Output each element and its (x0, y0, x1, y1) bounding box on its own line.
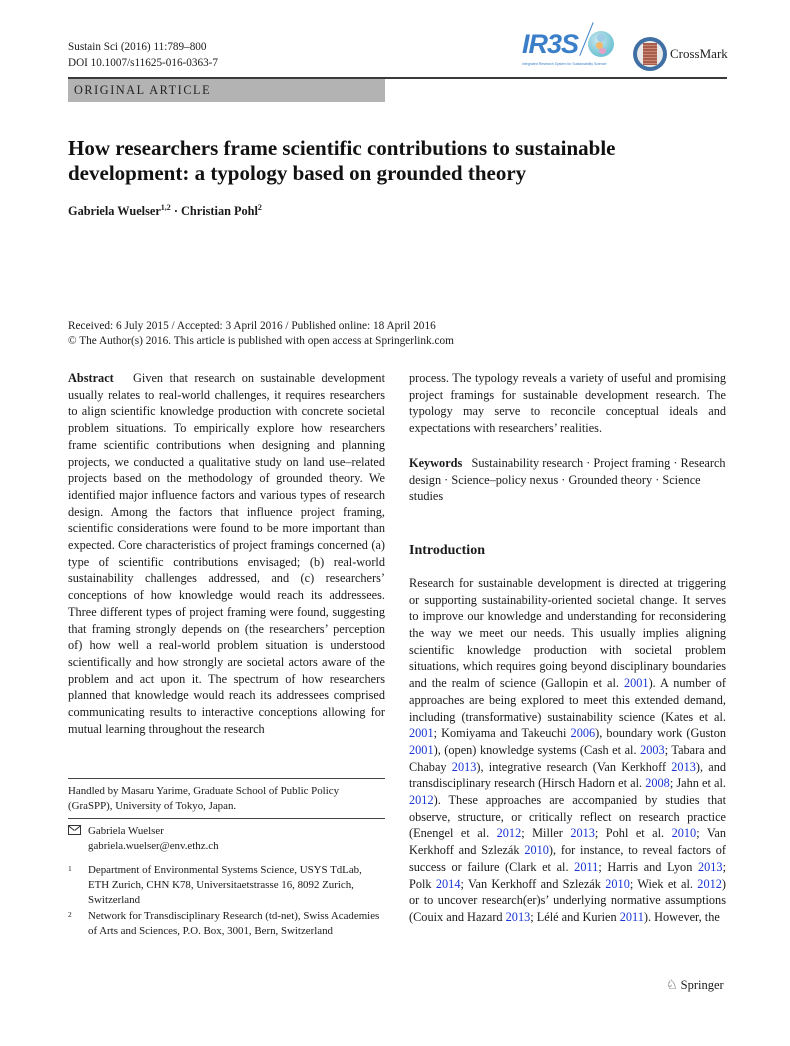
body-text: ). A number of approaches are being explored to meet this extended demand, including (transformative) sustainability science (Kates et al. (409, 676, 726, 724)
citation-link[interactable]: 2008 (645, 776, 670, 791)
body-text: ; Van Kerkhoff and Szlezák (409, 826, 726, 858)
journal-line: Sustain Sci (2016) 11:789–800 (68, 41, 207, 53)
body-text: ; Polk (409, 859, 726, 891)
citation-link[interactable]: 2001 (409, 726, 434, 741)
body-text: ), (open) knowledge systems (Cash et al. (433, 742, 641, 757)
affiliation-text: Network for Transdisciplinary Research (td-net), Swiss Academies of Arts and Sciences, P.O. Box, 3001, Bern, Switzerland (88, 910, 380, 937)
citation-link[interactable]: 2012 (697, 876, 722, 891)
springer-horse-icon: ♘ (666, 977, 678, 992)
body-text: ; Lélé and Kurien (530, 909, 620, 924)
citation-link[interactable]: 2012 (409, 793, 434, 808)
crossmark-logo[interactable] (633, 37, 733, 75)
citation-link[interactable]: 2001 (623, 676, 649, 691)
author-name: Gabriela Wuelser (68, 204, 161, 218)
envelope-icon (68, 825, 81, 835)
left-column (68, 370, 385, 737)
body-text: ; Jahn et al. (669, 776, 726, 791)
article-type-banner (68, 79, 385, 102)
affiliation-2 (68, 909, 385, 939)
body-text: ; Harris and Lyon (598, 859, 698, 874)
right-column (409, 370, 726, 926)
contact-name: Gabriela Wuelser (88, 825, 164, 837)
introduction-paragraph (409, 575, 726, 926)
citation-link[interactable]: 2010 (605, 876, 630, 891)
publisher-footer (666, 977, 724, 993)
footnote-divider (68, 818, 385, 819)
citation-link[interactable]: 2011 (574, 859, 599, 874)
abstract-continuation: process. The typology reveals a variety of useful and promising project framings for sustainable development research. The typology may serve to reconcile conceptual ideals and expectations with researchers’ realities. (409, 371, 726, 436)
citation-link[interactable]: 2013 (505, 909, 531, 924)
body-text: ; Komiyama and Takeuchi (433, 726, 571, 741)
citation-link[interactable]: 2010 (671, 826, 697, 841)
body-text: ; Miller (521, 826, 571, 841)
body-text: ), integrative research (Van Kerkhoff (476, 759, 672, 774)
handling-editor-note: Handled by Masaru Yarime, Graduate School of Public Policy (GraSPP), University of Tokyo, Japan. (68, 785, 340, 812)
citation-link[interactable]: 2012 (496, 826, 522, 841)
citation-link[interactable]: 2001 (409, 742, 434, 757)
abstract-label: Abstract (68, 371, 114, 385)
citation-link[interactable]: 2013 (570, 826, 595, 841)
citation-link[interactable]: 2006 (570, 726, 596, 741)
ir3s-logo-subtitle: Integrated Research System for Sustainability Science (522, 62, 607, 66)
body-text: ; Pohl et al. (594, 826, 672, 841)
body-text: ; Van Kerkhoff and Szlezák (460, 876, 606, 891)
author-affiliation-marker: 2 (257, 203, 262, 212)
publisher-name: Springer (680, 978, 724, 992)
ir3s-globe-icon (588, 31, 614, 57)
crossmark-label: CrossMark (670, 46, 728, 61)
keywords-list: Sustainability research · Project framing · Research design · Science–policy nexus · Grounded theory · Science studies (409, 455, 726, 504)
body-text: ; Tabara and Chabay (409, 742, 726, 774)
citation-link[interactable]: 2013 (671, 759, 696, 774)
abstract-text: Given that research on sustainable development usually relates to real-world challenges, it requires researchers to align scientific knowledge production with concrete societal problem situations. To empirically explore how researchers frame scientific contributions when designing and planning projects, we conducted a qualitative study on land use–related projects based on the methodology of grounded theory. We identified major influence factors and various types of research design. Among the factors that influence project framing, scientific considerations were found to be more important than expected. Core characteristics of project framings concerned (a) type of scientific contributions envisaged; (b) real-world sustainability challenges addressed, and (c) researchers’ conceptions of how knowledge would reach its addressees. Three different types of project framing were found, suggesting that framing strongly depends on (the researchers’ perception of) how well a real-world problem situation is understood scientifically and how strongly are societal actors aware of the problem and act upon it. The spectrum of how researchers planned that knowledge would reach its addressees comprised communicating results to interactive conceptions allowing for mutual learning throughout the research (68, 371, 385, 736)
ir3s-logo (520, 27, 615, 69)
history-dates: Received: 6 July 2015 / Accepted: 3 April 2016 / Published online: 18 April 2016 (68, 320, 436, 332)
section-heading-introduction: Introduction (409, 542, 485, 558)
affiliation-text: Department of Environmental Systems Science, USYS TdLab, ETH Zurich, CHN K78, Universitaetstrasse 16, 8092 Zurich, Switzerland (88, 864, 362, 906)
citation-link[interactable]: 2013 (451, 759, 477, 774)
body-text: Research for sustainable development is directed at triggering or supporting sustainability-oriented societal change. It serves to improve our knowledge and understanding for reconsidering the way we meet our needs. This usually implies aligning scientific knowledge production with societal problem situations, which requires going beyond disciplinary boundaries and the realm of science (Gallopin et al. (409, 575, 726, 691)
body-text: ) or to uncover research(er)s’ underlying normative assumptions (Couix and Hazard (409, 876, 726, 924)
footnote-divider (68, 778, 385, 779)
affiliation-number: 2 (68, 910, 72, 919)
body-text: ). However, the (643, 909, 720, 924)
affiliation-number: 1 (68, 864, 72, 873)
article-title: How researchers frame scientific contributions to sustainable development: a typology based on grounded theory (68, 136, 616, 185)
abstract-paragraph (68, 370, 385, 737)
corresponding-author (68, 824, 219, 854)
copyright-notice: © The Author(s) 2016. This article is published with open access at Springerlink.com (68, 335, 454, 347)
ir3s-logo-text: IR3S (522, 29, 579, 59)
affiliation-1 (68, 863, 385, 908)
author-affiliation-marker: 1,2 (160, 203, 171, 212)
author-separator: · (170, 204, 182, 218)
citation-link[interactable]: 2011 (619, 909, 644, 924)
body-text: ), boundary work (Guston (595, 726, 726, 741)
body-text: ), and transdisciplinary research (Hirsch Hadorn et al. (409, 759, 727, 791)
crossmark-icon (633, 37, 667, 71)
journal-citation (68, 40, 218, 71)
keywords-block (409, 455, 726, 505)
publication-dates (68, 319, 454, 349)
citation-link[interactable]: 2003 (640, 742, 665, 757)
body-text: ), for instance, to reveal factors of success or failure (Clark et al. (409, 843, 726, 874)
contact-email[interactable]: gabriela.wuelser@env.ethz.ch (88, 840, 219, 852)
author-list (68, 203, 262, 219)
keywords-label: Keywords (409, 455, 463, 470)
doi-line: DOI 10.1007/s11625-016-0363-7 (68, 56, 218, 69)
citation-link[interactable]: 2013 (697, 859, 723, 874)
body-text: ; Wiek et al. (629, 876, 698, 891)
author-name: Christian Pohl (181, 204, 258, 218)
citation-link[interactable]: 2014 (435, 876, 461, 891)
article-type-label: ORIGINAL ARTICLE (74, 83, 212, 97)
body-text: ). These approaches are accompanied by studies that observe, structure, or critically reflect on research practice (Enengel et al. (409, 793, 726, 841)
citation-link[interactable]: 2010 (524, 843, 549, 858)
